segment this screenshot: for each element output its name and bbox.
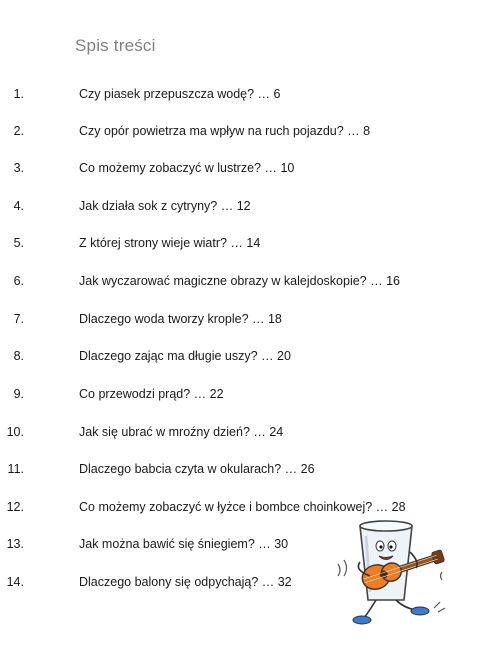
toc-item-text: Jak działa sok z cytryny? … 12 <box>79 199 251 213</box>
toc-item-number: 8. <box>13 349 24 363</box>
toc-item-text: Co przewodzi prąd? … 22 <box>79 387 224 401</box>
toc-item <box>0 84 440 104</box>
toc-item-number: 9. <box>13 387 24 401</box>
toc-item <box>0 271 440 291</box>
toc-item-number: 5. <box>13 236 24 250</box>
toc-item <box>0 158 440 178</box>
toc-item-text: Jak można bawić się śniegiem? … 30 <box>79 537 289 551</box>
toc-item-text: Dlaczego woda tworzy krople? … 18 <box>79 312 282 326</box>
toc-item-number: 1. <box>13 87 24 101</box>
toc-item-text: Jak wyczarować magiczne obrazy w kalejdoskopie? … 16 <box>79 274 400 288</box>
toc-item-text: Dlaczego babcia czyta w okularach? … 26 <box>79 462 315 476</box>
toc-item <box>0 233 440 253</box>
toc-item-text: Dlaczego zając ma długie uszy? … 20 <box>79 349 291 363</box>
toc-item-text: Dlaczego balony się odpychają? … 32 <box>79 575 292 589</box>
toc-item-number: 7. <box>13 312 24 326</box>
toc-item <box>0 459 440 479</box>
page-title: Spis treści <box>75 36 156 55</box>
toc-item-number: 11. <box>7 462 24 476</box>
glass-with-guitar-icon <box>330 512 450 630</box>
toc-item-text: Co możemy zobaczyć w łyżce i bombce choinkowej? … 28 <box>79 500 406 514</box>
toc-item-text: Co możemy zobaczyć w lustrze? … 10 <box>79 161 295 175</box>
toc-item-number: 2. <box>13 124 24 138</box>
toc-item-text: Czy piasek przepuszcza wodę? … 6 <box>79 87 281 101</box>
toc-item-text: Czy opór powietrza ma wpływ na ruch pojazdu? … 8 <box>79 124 371 138</box>
toc-item <box>0 196 440 216</box>
toc-item-text: Z której strony wieje wiatr? … 14 <box>79 236 261 250</box>
toc-item-number: 12. <box>6 500 24 514</box>
toc-item-number: 6. <box>13 274 24 288</box>
toc-item-text: Jak się ubrać w mroźny dzień? … 24 <box>79 425 284 439</box>
toc-item-number: 10. <box>6 425 24 439</box>
toc-item <box>0 346 440 366</box>
toc-item <box>0 309 440 329</box>
toc-item-number: 13. <box>6 537 24 551</box>
toc-item-number: 4. <box>13 199 24 213</box>
toc-item <box>0 384 440 404</box>
toc-item-number: 3. <box>13 161 24 175</box>
toc-item <box>0 121 440 141</box>
toc-item-number: 14. <box>6 575 24 589</box>
toc-item <box>0 422 440 442</box>
